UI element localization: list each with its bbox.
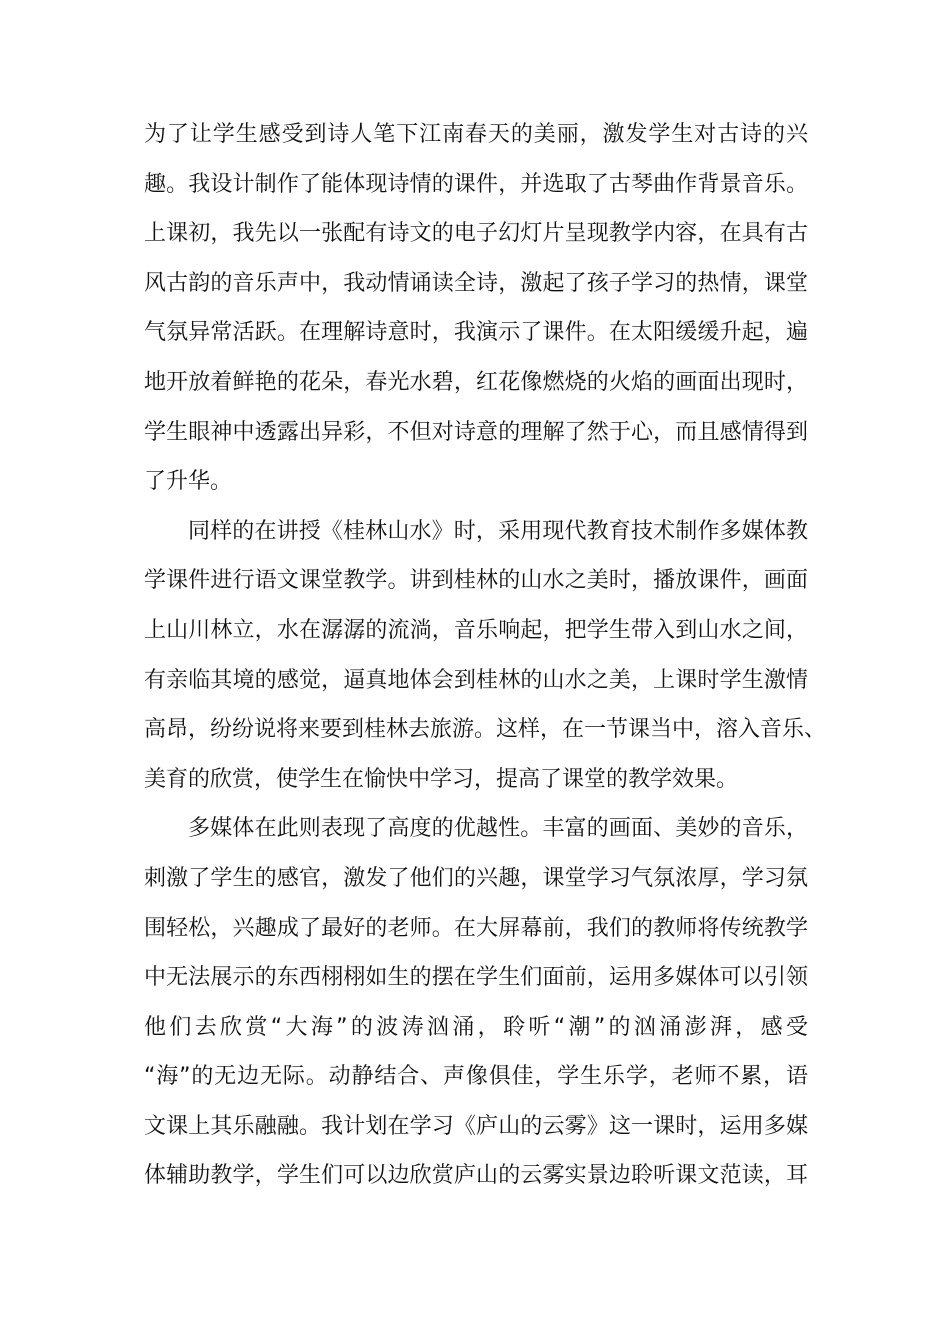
text-line: 学生眼神中透露出异彩，不但对诗意的理解了然于心，而且感情得到 [144,419,808,445]
paragraph-start-line: 多媒体在此则表现了高度的优越性。丰富的画面、美妙的音乐， [188,816,808,842]
text-line: 风古韵的音乐声中，我动情诵读全诗，激起了孩子学习的热情，课堂 [144,270,808,296]
text-line: 学课件进行语文课堂教学。讲到桂林的山水之美时，播放课件，画面 [144,568,808,594]
text-line: 上山川林立，水在潺潺的流淌，音乐响起，把学生带入到山水之间， [144,617,808,643]
text-line: 刺激了学生的感官，激发了他们的兴趣，课堂学习气氛浓厚，学习氛 [144,865,808,891]
text-line: 为了让学生感受到诗人笔下江南春天的美丽，激发学生对古诗的兴 [144,122,808,147]
text-line: “海”的无边无际。动静结合、声像俱佳，学生乐学，老师不累，语 [144,1064,808,1090]
text-line: 体辅助教学，学生们可以边欣赏庐山的云雾实景边聆听课文范读，耳 [144,1163,808,1189]
body-text [144,110,827,1201]
text-line: 美育的欣赏，使学生在愉快中学习，提高了课堂的教学效果。 [144,766,739,792]
text-line: 中无法展示的东西栩栩如生的摆在学生们面前，运用多媒体可以引领 [144,965,808,991]
text-line: 高昂，纷纷说将来要到桂林去旅游。这样，在一节课当中，溶入音乐、 [144,717,827,743]
text-line: 围轻松，兴趣成了最好的老师。在大屏幕前，我们的教师将传统教学 [144,915,808,941]
paragraph-start-line: 同样的在讲授《桂林山水》时，采用现代教育技术制作多媒体教 [188,518,808,544]
text-line: 地开放着鲜艳的花朵，春光水碧，红花像燃烧的火焰的画面出现时， [144,369,808,395]
text-line: 有亲临其境的感觉，逼真地体会到桂林的山水之美，上课时学生激情 [144,667,808,693]
text-line: 文课上其乐融融。我计划在学习《庐山的云雾》这一课时，运用多媒 [144,1113,808,1139]
text-line: 了升华。 [144,469,233,495]
text-line: 气氛异常活跃。在理解诗意时，我演示了课件。在太阳缓缓升起，遍 [144,320,808,346]
text-line: 趣。我设计制作了能体现诗情的课件，并选取了古琴曲作背景音乐。 [144,171,808,197]
text-line: 上课初，我先以一张配有诗文的电子幻灯片呈现教学内容，在具有古 [144,221,808,247]
text-line: 他们去欣赏“大海”的波涛汹涌，聆听“潮”的汹涌澎湃，感受 [144,1014,808,1040]
